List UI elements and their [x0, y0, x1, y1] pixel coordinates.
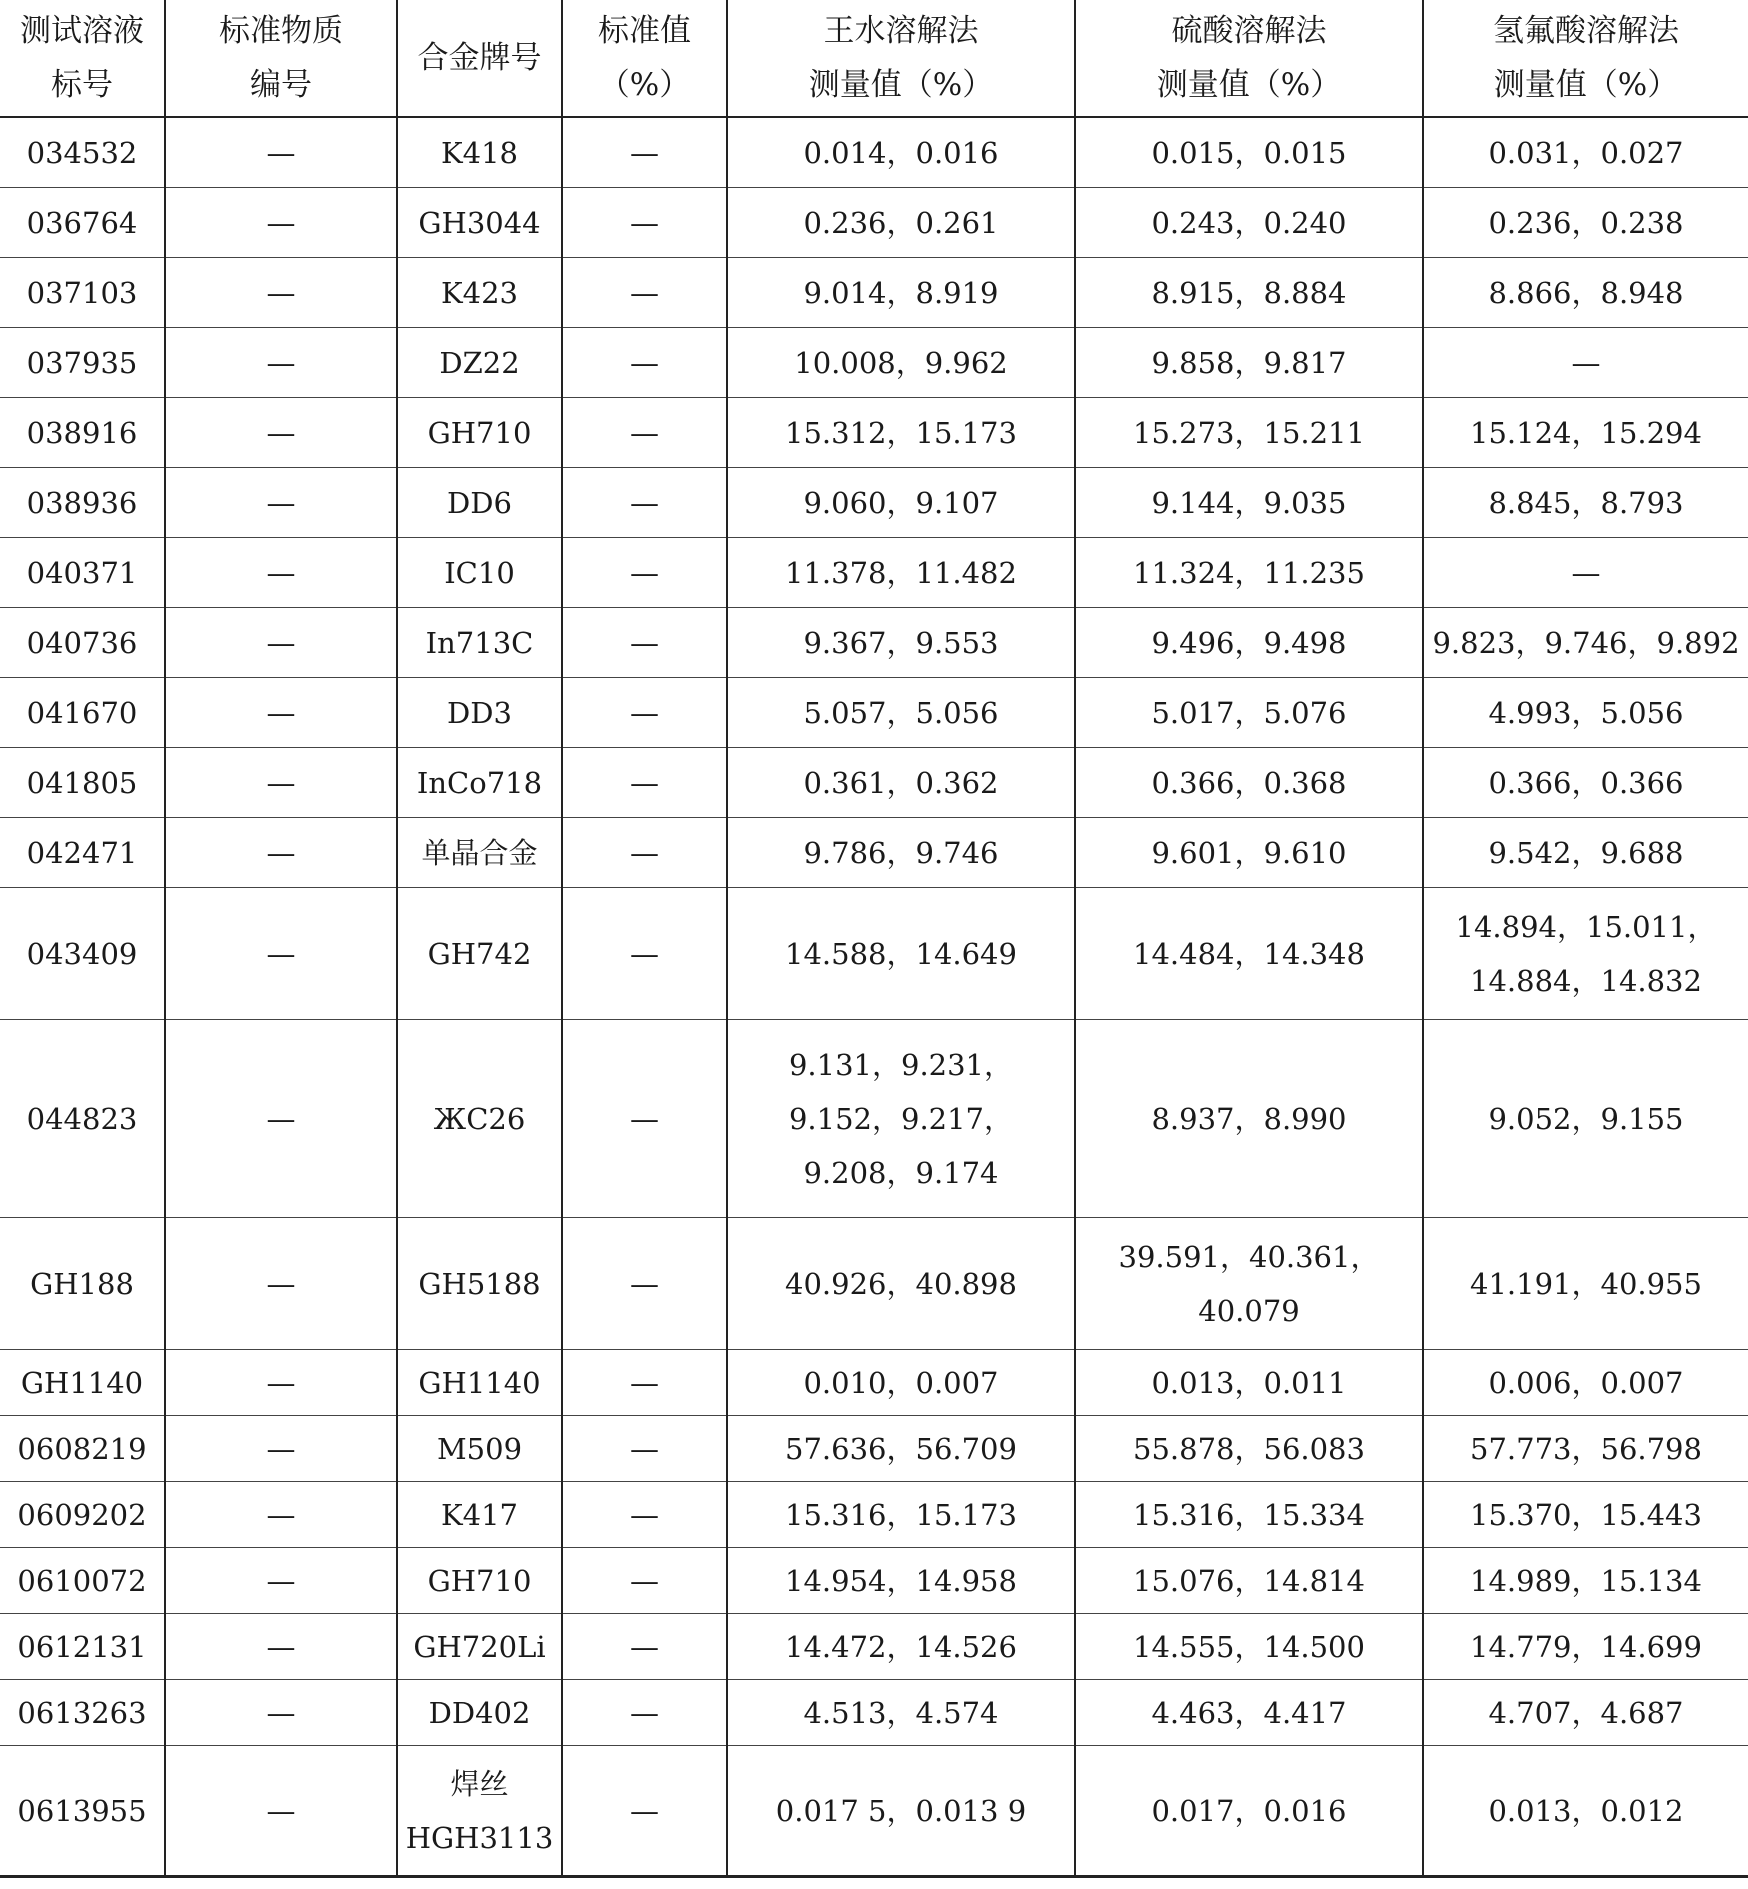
cell-aqua-regia-values: 10.008，9.962	[727, 328, 1075, 398]
table-row	[0, 258, 1748, 328]
table-row	[0, 1614, 1748, 1680]
table-row	[0, 468, 1748, 538]
cell-alloy-grade: InCo718	[397, 748, 562, 818]
cell-alloy-grade: 单晶合金	[397, 818, 562, 888]
table-row	[0, 328, 1748, 398]
cell-reference-material-id: —	[165, 1020, 397, 1218]
cell-standard-value: —	[562, 468, 727, 538]
cell-solution-id: 036764	[0, 188, 165, 258]
cell-standard-value: —	[562, 538, 727, 608]
cell-aqua-regia-values: 9.014，8.919	[727, 258, 1075, 328]
table-row	[0, 117, 1748, 188]
cell-standard-value: —	[562, 888, 727, 1020]
cell-hydrofluoric-acid-values: 57.773，56.798	[1423, 1416, 1748, 1482]
cell-hydrofluoric-acid-values: 14.779，14.699	[1423, 1614, 1748, 1680]
cell-alloy-grade: DD402	[397, 1680, 562, 1746]
table-row	[0, 1020, 1748, 1218]
cell-reference-material-id: —	[165, 1746, 397, 1877]
header-alloy-grade: 合金牌号	[397, 0, 562, 117]
cell-aqua-regia-values: 4.513，4.574	[727, 1680, 1075, 1746]
cell-alloy-grade: GH1140	[397, 1350, 562, 1416]
header-solution-id: 测试溶液 标号	[0, 0, 165, 117]
cell-aqua-regia-values: 9.060，9.107	[727, 468, 1075, 538]
header-reference-material-id: 标准物质 编号	[165, 0, 397, 117]
table-row	[0, 1218, 1748, 1350]
cell-sulfuric-acid-values: 9.496，9.498	[1075, 608, 1423, 678]
cell-aqua-regia-values: 9.131，9.231， 9.152，9.217， 9.208，9.174	[727, 1020, 1075, 1218]
cell-hydrofluoric-acid-values: 9.823，9.746，9.892	[1423, 608, 1748, 678]
table-row	[0, 1746, 1748, 1877]
cell-hydrofluoric-acid-values: —	[1423, 538, 1748, 608]
cell-solution-id: 0608219	[0, 1416, 165, 1482]
header-row	[0, 0, 1748, 117]
cell-alloy-grade: K417	[397, 1482, 562, 1548]
cell-reference-material-id: —	[165, 1482, 397, 1548]
cell-solution-id: 0609202	[0, 1482, 165, 1548]
cell-sulfuric-acid-values: 9.144，9.035	[1075, 468, 1423, 538]
cell-reference-material-id: —	[165, 538, 397, 608]
table-row	[0, 398, 1748, 468]
cell-reference-material-id: —	[165, 678, 397, 748]
table-row	[0, 678, 1748, 748]
cell-alloy-grade: K418	[397, 117, 562, 188]
cell-aqua-regia-values: 0.236，0.261	[727, 188, 1075, 258]
cell-reference-material-id: —	[165, 1350, 397, 1416]
cell-sulfuric-acid-values: 0.366，0.368	[1075, 748, 1423, 818]
cell-aqua-regia-values: 14.588，14.649	[727, 888, 1075, 1020]
cell-sulfuric-acid-values: 0.015，0.015	[1075, 117, 1423, 188]
header-sulfuric-acid-method: 硫酸溶解法 测量值（%）	[1075, 0, 1423, 117]
cell-reference-material-id: —	[165, 468, 397, 538]
cell-standard-value: —	[562, 678, 727, 748]
cell-standard-value: —	[562, 188, 727, 258]
cell-alloy-grade: M509	[397, 1416, 562, 1482]
cell-standard-value: —	[562, 608, 727, 678]
cell-hydrofluoric-acid-values: 15.124，15.294	[1423, 398, 1748, 468]
cell-aqua-regia-values: 40.926，40.898	[727, 1218, 1075, 1350]
cell-standard-value: —	[562, 1548, 727, 1614]
table-body	[0, 117, 1748, 1877]
cell-solution-id: 043409	[0, 888, 165, 1020]
cell-standard-value: —	[562, 398, 727, 468]
cell-standard-value: —	[562, 1020, 727, 1218]
cell-sulfuric-acid-values: 11.324，11.235	[1075, 538, 1423, 608]
header-standard-value: 标准值 （%）	[562, 0, 727, 117]
table-row	[0, 608, 1748, 678]
cell-reference-material-id: —	[165, 1218, 397, 1350]
cell-solution-id: GH1140	[0, 1350, 165, 1416]
cell-alloy-grade: K423	[397, 258, 562, 328]
table-row	[0, 538, 1748, 608]
table-row	[0, 188, 1748, 258]
cell-solution-id: 0612131	[0, 1614, 165, 1680]
cell-standard-value: —	[562, 1218, 727, 1350]
cell-sulfuric-acid-values: 15.076，14.814	[1075, 1548, 1423, 1614]
cell-alloy-grade: GH5188	[397, 1218, 562, 1350]
cell-hydrofluoric-acid-values: —	[1423, 328, 1748, 398]
table-row	[0, 818, 1748, 888]
cell-solution-id: 041670	[0, 678, 165, 748]
cell-alloy-grade: In713C	[397, 608, 562, 678]
cell-aqua-regia-values: 9.786，9.746	[727, 818, 1075, 888]
cell-standard-value: —	[562, 1746, 727, 1877]
cell-reference-material-id: —	[165, 1548, 397, 1614]
table-row	[0, 1482, 1748, 1548]
cell-reference-material-id: —	[165, 258, 397, 328]
cell-aqua-regia-values: 15.316，15.173	[727, 1482, 1075, 1548]
cell-aqua-regia-values: 15.312，15.173	[727, 398, 1075, 468]
cell-aqua-regia-values: 9.367，9.553	[727, 608, 1075, 678]
cell-sulfuric-acid-values: 8.915，8.884	[1075, 258, 1423, 328]
table-row	[0, 1680, 1748, 1746]
cell-sulfuric-acid-values: 0.243，0.240	[1075, 188, 1423, 258]
cell-sulfuric-acid-values: 0.013，0.011	[1075, 1350, 1423, 1416]
cell-reference-material-id: —	[165, 748, 397, 818]
cell-sulfuric-acid-values: 8.937，8.990	[1075, 1020, 1423, 1218]
cell-hydrofluoric-acid-values: 0.006，0.007	[1423, 1350, 1748, 1416]
cell-solution-id: 041805	[0, 748, 165, 818]
table-row	[0, 1416, 1748, 1482]
cell-alloy-grade: GH742	[397, 888, 562, 1020]
cell-hydrofluoric-acid-values: 4.993，5.056	[1423, 678, 1748, 748]
table-row	[0, 888, 1748, 1020]
cell-reference-material-id: —	[165, 1680, 397, 1746]
cell-standard-value: —	[562, 258, 727, 328]
cell-reference-material-id: —	[165, 188, 397, 258]
cell-reference-material-id: —	[165, 1416, 397, 1482]
cell-standard-value: —	[562, 117, 727, 188]
cell-hydrofluoric-acid-values: 14.989，15.134	[1423, 1548, 1748, 1614]
header-hydrofluoric-acid-method: 氢氟酸溶解法 测量值（%）	[1423, 0, 1748, 117]
cell-standard-value: —	[562, 328, 727, 398]
cell-sulfuric-acid-values: 0.017，0.016	[1075, 1746, 1423, 1877]
cell-alloy-grade: GH710	[397, 1548, 562, 1614]
cell-solution-id: 034532	[26, 135, 138, 170]
cell-hydrofluoric-acid-values: 14.894，15.011， 14.884，14.832	[1423, 888, 1748, 1020]
cell-alloy-grade: DD3	[397, 678, 562, 748]
cell-standard-value: —	[562, 818, 727, 888]
cell-sulfuric-acid-values: 55.878，56.083	[1075, 1416, 1423, 1482]
cell-sulfuric-acid-values: 9.601，9.610	[1075, 818, 1423, 888]
cell-alloy-grade: GH710	[397, 398, 562, 468]
cell-hydrofluoric-acid-values: 0.013，0.012	[1423, 1746, 1748, 1877]
cell-standard-value: —	[562, 1350, 727, 1416]
cell-reference-material-id: —	[165, 398, 397, 468]
cell-hydrofluoric-acid-values: 0.236，0.238	[1423, 188, 1748, 258]
cell-aqua-regia-values: 14.954，14.958	[727, 1548, 1075, 1614]
cell-hydrofluoric-acid-values: 0.366，0.366	[1423, 748, 1748, 818]
cell-solution-id: 042471	[0, 818, 165, 888]
cell-alloy-grade: IC10	[397, 538, 562, 608]
cell-sulfuric-acid-values: 15.273，15.211	[1075, 398, 1423, 468]
cell-hydrofluoric-acid-values: 41.191，40.955	[1423, 1218, 1748, 1350]
cell-solution-id: 037935	[0, 328, 165, 398]
cell-standard-value: —	[562, 1416, 727, 1482]
cell-solution-id: GH188	[0, 1218, 165, 1350]
cell-alloy-grade: GH3044	[397, 188, 562, 258]
cell-reference-material-id: —	[165, 818, 397, 888]
cell-aqua-regia-values: 57.636，56.709	[727, 1416, 1075, 1482]
cell-hydrofluoric-acid-values: 15.370，15.443	[1423, 1482, 1748, 1548]
cell-alloy-grade: 焊丝 HGH3113	[397, 1746, 562, 1877]
cell-alloy-grade: DZ22	[397, 328, 562, 398]
cell-reference-material-id: —	[165, 1614, 397, 1680]
cell-solution-id: 040371	[0, 538, 165, 608]
cell-aqua-regia-values: 11.378，11.482	[727, 538, 1075, 608]
cell-alloy-grade: ЖС26	[397, 1020, 562, 1218]
cell-solution-id: 0613955	[0, 1746, 165, 1877]
cell-sulfuric-acid-values: 39.591，40.361， 40.079	[1075, 1218, 1423, 1350]
cell-solution-id: 0610072	[0, 1548, 165, 1614]
cell-solution-id: 044823	[0, 1020, 165, 1218]
cell-sulfuric-acid-values: 5.017，5.076	[1075, 678, 1423, 748]
cell-reference-material-id: —	[165, 888, 397, 1020]
cell-aqua-regia-values: 5.057，5.056	[727, 678, 1075, 748]
cell-standard-value: —	[562, 1482, 727, 1548]
cell-sulfuric-acid-values: 15.316，15.334	[1075, 1482, 1423, 1548]
cell-reference-material-id: —	[165, 328, 397, 398]
header-aqua-regia-method: 王水溶解法 测量值（%）	[727, 0, 1075, 117]
cell-solution-id: 0613263	[0, 1680, 165, 1746]
cell-hydrofluoric-acid-values: 8.845，8.793	[1423, 468, 1748, 538]
cell-hydrofluoric-acid-values: 9.052，9.155	[1423, 1020, 1748, 1218]
cell-hydrofluoric-acid-values: 9.542，9.688	[1423, 818, 1748, 888]
cell-sulfuric-acid-values: 4.463，4.417	[1075, 1680, 1423, 1746]
cell-sulfuric-acid-values: 14.484，14.348	[1075, 888, 1423, 1020]
cell-reference-material-id: —	[165, 117, 397, 188]
cell-solution-id: 038936	[0, 468, 165, 538]
cell-standard-value: —	[562, 1614, 727, 1680]
cell-sulfuric-acid-values: 14.555，14.500	[1075, 1614, 1423, 1680]
table-row	[0, 748, 1748, 818]
cell-solution-id: 037103	[0, 258, 165, 328]
cell-reference-material-id: —	[165, 608, 397, 678]
cell-aqua-regia-values: 0.017 5，0.013 9	[727, 1746, 1075, 1877]
cell-solution-id: 038916	[0, 398, 165, 468]
cell-standard-value: —	[562, 1680, 727, 1746]
cell-aqua-regia-values: 0.010，0.007	[727, 1350, 1075, 1416]
table-row	[0, 1548, 1748, 1614]
cell-hydrofluoric-acid-values: 8.866，8.948	[1423, 258, 1748, 328]
cell-solution-id: 040736	[0, 608, 165, 678]
cell-aqua-regia-values: 0.014，0.016	[727, 117, 1075, 188]
cell-standard-value: —	[562, 748, 727, 818]
table-row	[0, 1350, 1748, 1416]
cell-hydrofluoric-acid-values: 0.031，0.027	[1423, 117, 1748, 188]
cell-alloy-grade: DD6	[397, 468, 562, 538]
cell-hydrofluoric-acid-values: 4.707，4.687	[1423, 1680, 1748, 1746]
cell-alloy-grade: GH720Li	[397, 1614, 562, 1680]
cell-sulfuric-acid-values: 9.858，9.817	[1075, 328, 1423, 398]
cell-aqua-regia-values: 0.361，0.362	[727, 748, 1075, 818]
cell-aqua-regia-values: 14.472，14.526	[727, 1614, 1075, 1680]
